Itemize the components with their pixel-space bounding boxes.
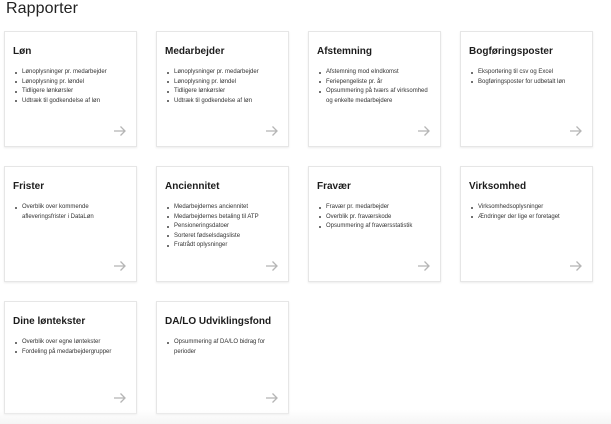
report-card-afstemning[interactable] (308, 31, 441, 147)
list-item: Fordeling på medarbejdergrupper (13, 348, 130, 358)
card-title: Afstemning (317, 46, 372, 57)
card-title: Bogføringsposter (469, 46, 553, 57)
card-list (469, 203, 586, 222)
list-item: Lønoplysninger pr. medarbejder (13, 68, 130, 78)
card-list (13, 68, 130, 106)
list-item: Lønoplysning pr. løndel (165, 78, 282, 88)
arrow-right-icon[interactable] (113, 391, 127, 405)
report-card-fravaer[interactable] (308, 166, 441, 282)
arrow-right-icon[interactable] (417, 124, 431, 138)
card-title: Løn (13, 46, 32, 57)
list-item: Overblik pr. fraværskode (317, 213, 434, 223)
card-title: Dine løntekster (13, 316, 86, 327)
list-item: Lønoplysninger pr. medarbejder (165, 68, 282, 78)
list-item: Eksportering til csv og Excel (469, 68, 586, 78)
list-item: Afstemning mod eIndkomst (317, 68, 434, 78)
arrow-right-icon[interactable] (113, 259, 127, 273)
list-item: Pensioneringsdatoer (165, 222, 282, 232)
card-list (317, 68, 434, 106)
arrow-right-icon[interactable] (265, 259, 279, 273)
card-list (13, 203, 130, 222)
list-item: Opsummering af DA/LO bidrag for perioder (165, 338, 282, 357)
report-card-medarbejder[interactable] (156, 31, 289, 147)
list-item: Overblik over kommende afleveringsfrister i DataLøn (13, 203, 130, 222)
report-card-loen[interactable] (4, 31, 137, 147)
arrow-right-icon[interactable] (265, 391, 279, 405)
arrow-right-icon[interactable] (569, 124, 583, 138)
report-card-frister[interactable] (4, 166, 137, 282)
card-title: DA/LO Udviklingsfond (165, 316, 272, 327)
list-item: Medarbejdernes anciennitet (165, 203, 282, 213)
list-item: Udtræk til godkendelse af løn (13, 97, 130, 107)
list-item: Tidligere lønkørsler (13, 87, 130, 97)
card-title: Virksomhed (469, 181, 527, 192)
page-title: Rapporter (6, 0, 79, 17)
report-card-anciennitet[interactable] (156, 166, 289, 282)
list-item: Medarbejdernes betaling til ATP (165, 213, 282, 223)
arrow-right-icon[interactable] (569, 259, 583, 273)
card-title: Anciennitet (165, 181, 220, 192)
report-card-da-lo-udviklingsfond[interactable] (156, 301, 289, 414)
card-list (469, 68, 586, 87)
list-item: Overblik over egne løntekster (13, 338, 130, 348)
arrow-right-icon[interactable] (113, 124, 127, 138)
report-card-dine-loentekster[interactable] (4, 301, 137, 414)
card-title: Medarbejder (165, 46, 225, 57)
list-item: Bogføringsposter for udbetalt løn (469, 78, 586, 88)
arrow-right-icon[interactable] (265, 124, 279, 138)
card-list (317, 203, 434, 232)
list-item: Opsummering på tværs af virksomhed og enkelte medarbejdere (317, 87, 434, 106)
card-list (165, 68, 282, 106)
card-list (165, 203, 282, 251)
card-title: Fravær (317, 181, 351, 192)
list-item: Feriepengeliste pr. år (317, 78, 434, 88)
list-item: Lønoplysning pr. løndel (13, 78, 130, 88)
list-item: Udtræk til godkendelse af løn (165, 97, 282, 107)
list-item: Tidligere lønkørsler (165, 87, 282, 97)
card-list (13, 338, 130, 357)
list-item: Virksomhedsoplysninger (469, 203, 586, 213)
list-item: Fratrådt oplysninger (165, 241, 282, 251)
list-item: Sorteret fødselsdagsliste (165, 232, 282, 242)
report-card-bogfoeringsposter[interactable] (460, 31, 593, 147)
card-title: Frister (13, 181, 45, 192)
list-item: Opsummering af fraværsstatistik (317, 222, 434, 232)
bottom-fade (0, 410, 611, 424)
report-card-virksomhed[interactable] (460, 166, 593, 282)
card-list (165, 338, 282, 357)
arrow-right-icon[interactable] (417, 259, 431, 273)
list-item: Ændringer der lige er foretaget (469, 213, 586, 223)
list-item: Fravær pr. medarbejder (317, 203, 434, 213)
